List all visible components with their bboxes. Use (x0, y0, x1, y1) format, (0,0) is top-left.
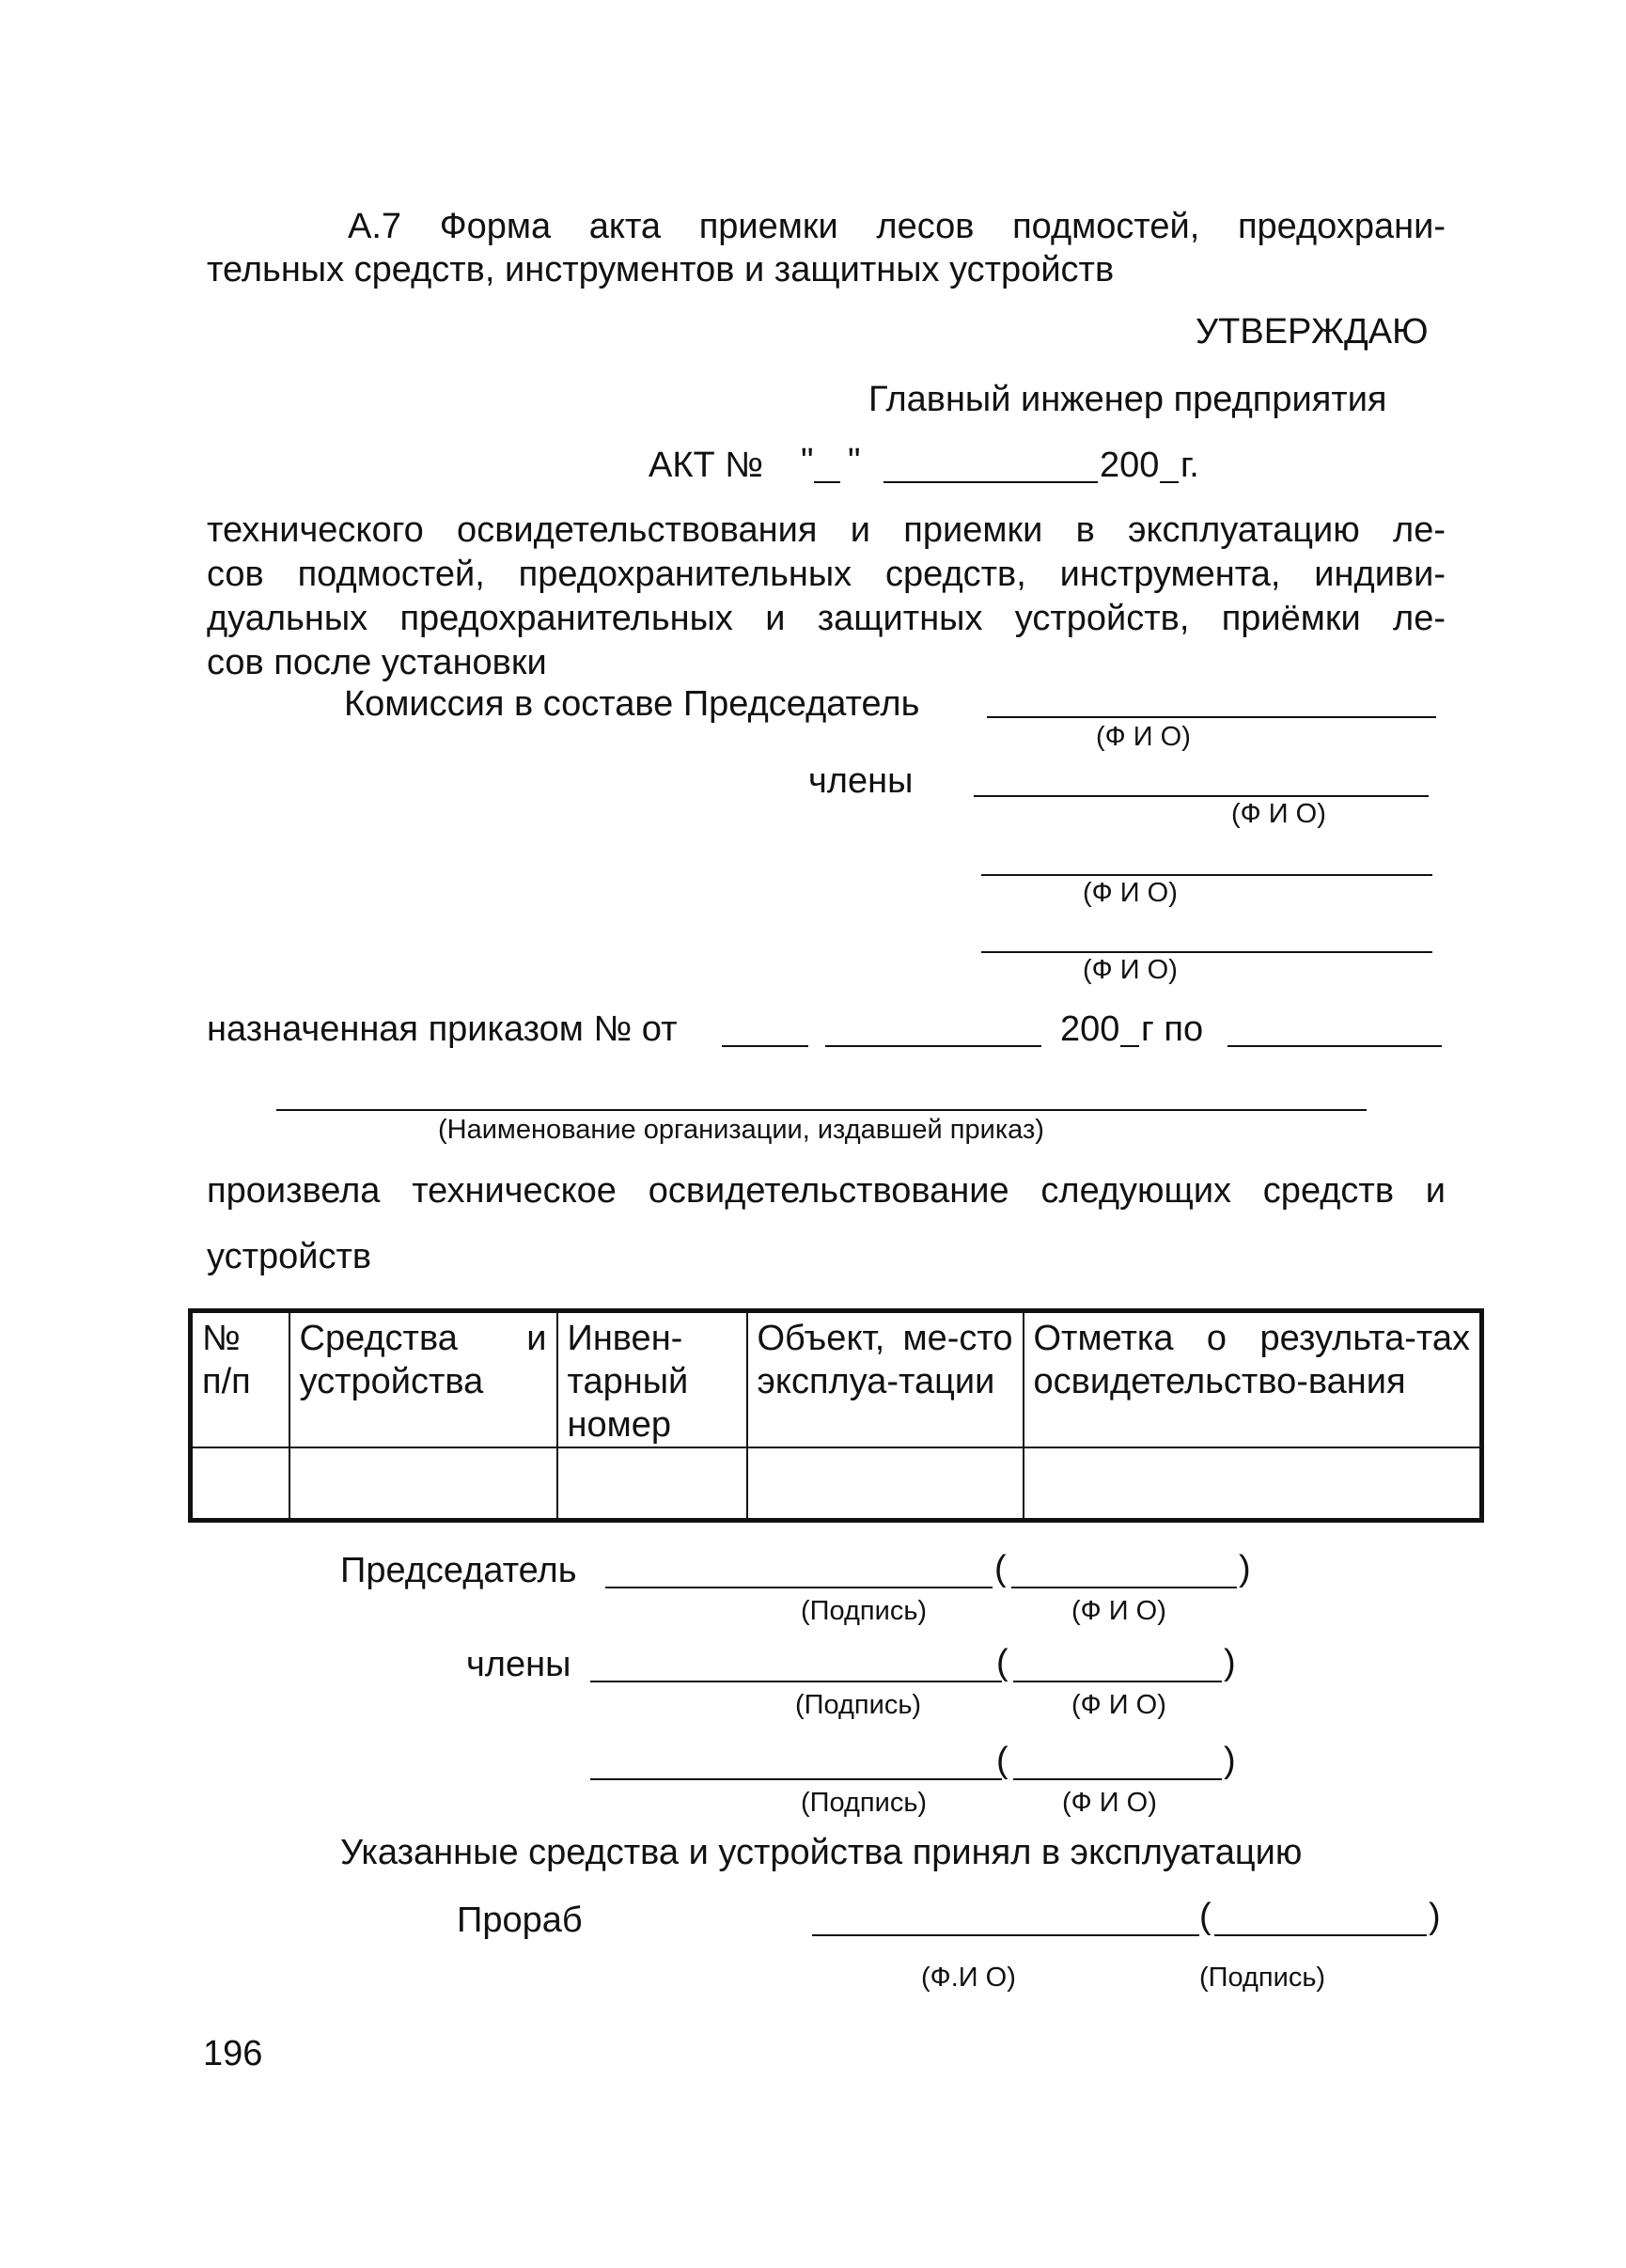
chairman-signature-blank[interactable] (605, 1587, 993, 1588)
description-line4: сов после установки (207, 643, 547, 682)
act-year-blank[interactable] (1160, 481, 1179, 483)
table-cell[interactable] (747, 1447, 1024, 1521)
member-1-paren-close: ) (1224, 1643, 1236, 1682)
member-2-signature-caption: (Подпись) (801, 1788, 928, 1818)
inspection-line1: произвела техническое освидетельствование следующих средств и (207, 1171, 1446, 1211)
member-1-name-blank-sign[interactable] (1013, 1681, 1222, 1682)
description-line1: технического освидетельствования и приемки в эксплуатацию ле- (207, 510, 1446, 550)
member-1-name-blank[interactable] (974, 795, 1429, 797)
member-2-name-blank[interactable] (981, 874, 1432, 876)
member-1-name-caption: (Ф И О) (1071, 1690, 1166, 1720)
foreman-label: Прораб (457, 1900, 583, 1940)
act-number-blank[interactable] (814, 481, 840, 483)
approval-position: Главный инженер предприятия (868, 380, 1387, 419)
member-2-paren-open: ( (996, 1741, 1008, 1780)
order-year-blank[interactable] (1120, 1045, 1139, 1047)
section-heading-line1: А.7 Форма акта приемки лесов подмостей, предохрани- (348, 207, 1446, 246)
table-header-row (191, 1311, 1482, 1448)
member-1-signature-blank[interactable] (590, 1681, 1002, 1682)
member-2-signature-blank[interactable] (590, 1778, 1002, 1780)
member-2-name-caption: (Ф И О) (1062, 1788, 1157, 1818)
foreman-paren-open: ( (1199, 1897, 1212, 1936)
chairman-paren-close: ) (1239, 1549, 1251, 1588)
foreman-signature-blank[interactable] (1214, 1934, 1427, 1936)
acceptance-statement: Указанные средства и устройства принял в эксплуатацию (340, 1833, 1303, 1872)
column-header-inventory: Инвен-тарный номер (557, 1311, 747, 1448)
column-header-number: № п/п (191, 1311, 289, 1448)
member-3-name-blank[interactable] (981, 951, 1432, 953)
results-table (188, 1308, 1484, 1523)
description-line2: сов подмостей, предохранительных средств, инструмента, индиви- (207, 555, 1446, 594)
order-until-blank[interactable] (1227, 1045, 1442, 1047)
members-label: члены (808, 761, 914, 801)
signature-members-label: члены (466, 1645, 571, 1684)
order-date-blank[interactable] (825, 1045, 1041, 1047)
member-2-paren-close: ) (1224, 1741, 1236, 1780)
act-date-blank[interactable] (883, 481, 1098, 483)
signature-chairman-label: Председатель (340, 1551, 577, 1590)
chairman-signature-caption: (Подпись) (801, 1596, 928, 1626)
member-1-name-caption: (Ф И О) (1231, 799, 1326, 829)
member-2-name-blank-sign[interactable] (1013, 1778, 1222, 1780)
chairman-paren-open: ( (994, 1549, 1007, 1588)
inspection-line2: устройств (207, 1237, 372, 1276)
order-year: 200 (1060, 1009, 1120, 1049)
table-cell[interactable] (557, 1447, 747, 1521)
chairman-name-caption-sign: (Ф И О) (1071, 1596, 1166, 1626)
act-quote-close: " (848, 442, 861, 481)
foreman-paren-close: ) (1429, 1897, 1441, 1936)
order-number-blank[interactable] (722, 1045, 808, 1047)
act-year-suffix: г. (1180, 446, 1199, 485)
chairman-name-blank[interactable] (987, 716, 1436, 718)
foreman-name-blank[interactable] (812, 1934, 1199, 1936)
commission-label: Комиссия в составе Председатель (344, 684, 920, 724)
foreman-signature-caption: (Подпись) (1199, 1963, 1326, 1993)
column-header-location: Объект, ме-сто эксплуа-тации (747, 1311, 1024, 1448)
organization-name-caption: (Наименование организации, издавшей приказ) (438, 1115, 1044, 1145)
table-row (191, 1447, 1482, 1521)
act-year: 200 (1100, 446, 1160, 485)
member-3-name-caption: (Ф И О) (1083, 955, 1178, 985)
section-heading-line2: тельных средств, инструментов и защитных устройств (207, 250, 1115, 289)
chairman-name-caption: (Ф И О) (1096, 722, 1191, 752)
member-2-name-caption: (Ф И О) (1083, 878, 1178, 908)
column-header-items: Средства и устройства (289, 1311, 557, 1448)
description-line3: дуальных предохранительных и защитных устройств, приёмки ле- (207, 599, 1446, 638)
act-number-prefix: АКТ № (649, 446, 764, 485)
act-quote-open: " (801, 442, 814, 481)
order-year-suffix: г по (1141, 1009, 1204, 1049)
approval-stamp: УТВЕРЖДАЮ (1196, 312, 1429, 352)
table-cell[interactable] (1024, 1447, 1482, 1521)
order-label: назначенная приказом № от (207, 1009, 678, 1049)
member-1-signature-caption: (Подпись) (795, 1690, 922, 1720)
foreman-name-caption: (Ф.И О) (921, 1963, 1016, 1993)
organization-name-blank[interactable] (276, 1109, 1367, 1111)
page-number: 196 (203, 2034, 263, 2073)
column-header-result: Отметка о результа-тах освидетельство-вания (1024, 1311, 1482, 1448)
member-1-paren-open: ( (996, 1643, 1008, 1682)
chairman-name-blank-sign[interactable] (1011, 1587, 1237, 1588)
table-cell[interactable] (191, 1447, 289, 1521)
table-cell[interactable] (289, 1447, 557, 1521)
